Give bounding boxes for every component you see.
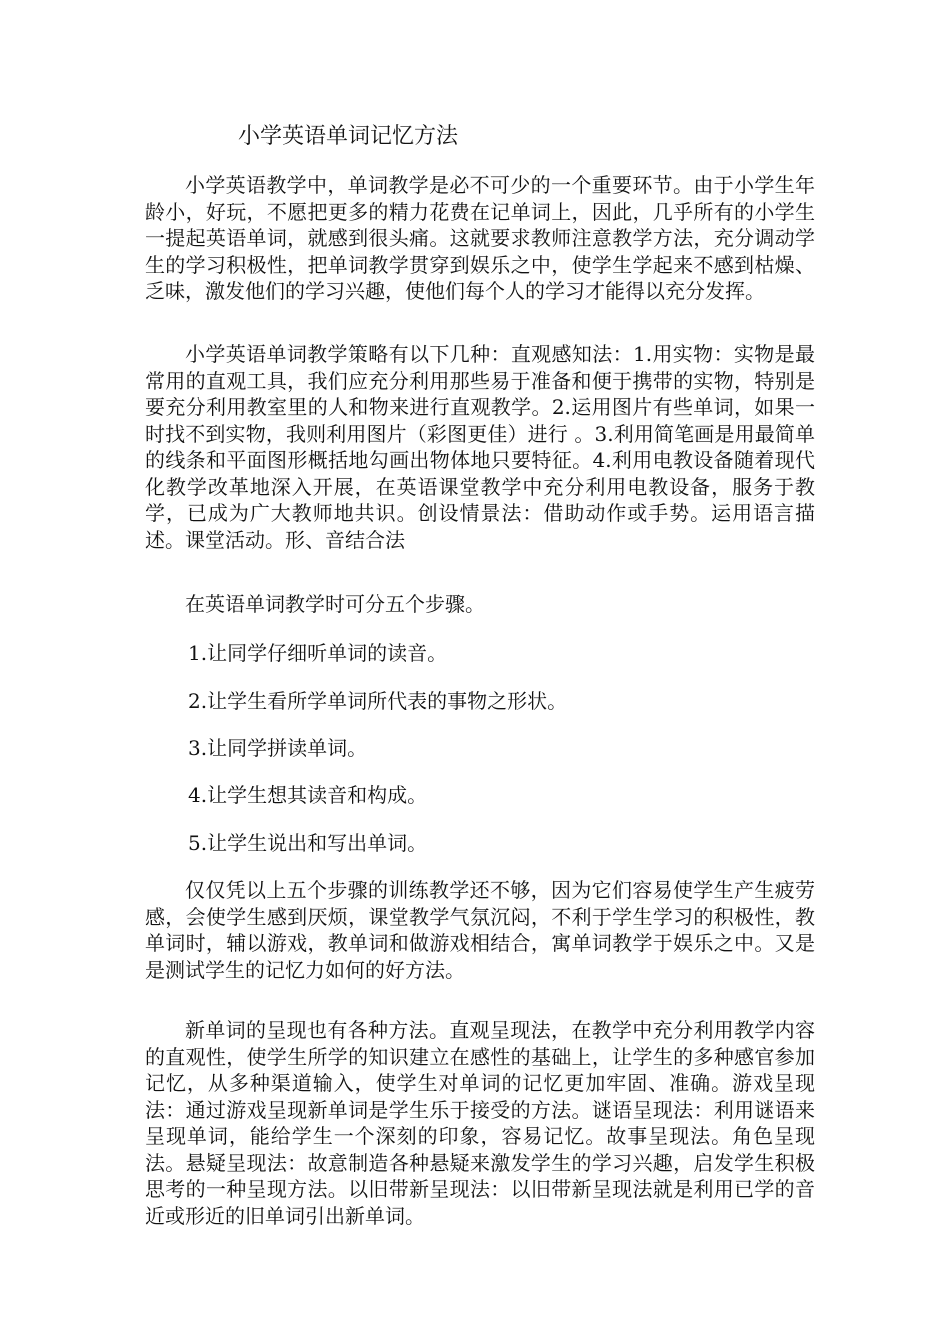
step-item: 1.让同学仔细听单词的读音。 (188, 641, 448, 665)
step-item: 3.让同学拼读单词。 (188, 736, 368, 760)
game-paragraph: 仅仅凭以上五个步骤的训练教学还不够，因为它们容易使学生产生疲劳感，会使学生感到厌烦，课堂教学气氛沉闷，不利于学生学习的积极性，教单词时，辅以游戏，教单词和做游戏相结合，寓单词教学于娱乐之中。又是是测试学生的记忆力如何的好方法。 (145, 878, 815, 982)
document-title: 小学英语单词记忆方法 (238, 124, 459, 149)
step-item: 5.让学生说出和写出单词。 (188, 831, 428, 855)
step-item: 2.让学生看所学单词所代表的事物之形状。 (188, 689, 568, 713)
presentation-paragraph: 新单词的呈现也有各种方法。直观呈现法，在教学中充分利用教学内容的直观性，使学生所学的知识建立在感性的基础上，让学生的多种感官参加记忆，从多种渠道输入，使学生对单词的记忆更加牢固、准确。游戏呈现法：通过游戏呈现新单词是学生乐于接受的方法。谜语呈现法：利用谜语来呈现单词，能给学生一个深刻的印象，容易记忆。故事呈现法。角色呈现法。悬疑呈现法：故意制造各种悬疑来激发学生的学习兴趣，启发学生积极思考的一种呈现方法。以旧带新呈现法：以旧带新呈现法就是利用已学的音近或形近的旧单词引出新单词。 (145, 1018, 815, 1228)
steps-intro-paragraph: 在英语单词教学时可分五个步骤。 (185, 592, 485, 616)
strategy-paragraph: 小学英语单词教学策略有以下几种：直观感知法：1.用实物：实物是最常用的直观工具，我们应充分利用那些易于准备和便于携带的实物，特别是要充分利用教室里的人和物来进行直观教学。2.运用图片有些单词，如果一时找不到实物，我则利用图片（彩图更佳）进行 。3.利用简笔画是用最简单的线条和平面图形概括地勾画出物体地只要特征。4.利用电教设备随着现代化教学改革地深入开展，在英语课堂教学中充分利用电教设备，服务于教学，已成为广大教师地共识。创设情景法：借助动作或手势。运用语言描述。课堂活动。形、音结合法 (145, 342, 815, 552)
step-item: 4.让学生想其读音和构成。 (188, 783, 428, 807)
intro-paragraph: 小学英语教学中，单词教学是必不可少的一个重要环节。由于小学生年龄小，好玩，不愿把更多的精力花费在记单词上，因此，几乎所有的小学生一提起英语单词，就感到很头痛。这就要求教师注意教学方法，充分调动学生的学习积极性，把单词教学贯穿到娱乐之中，使学生学起来不感到枯燥、乏味，激发他们的学习兴趣，使他们每个人的学习才能得以充分发挥。 (145, 173, 815, 303)
